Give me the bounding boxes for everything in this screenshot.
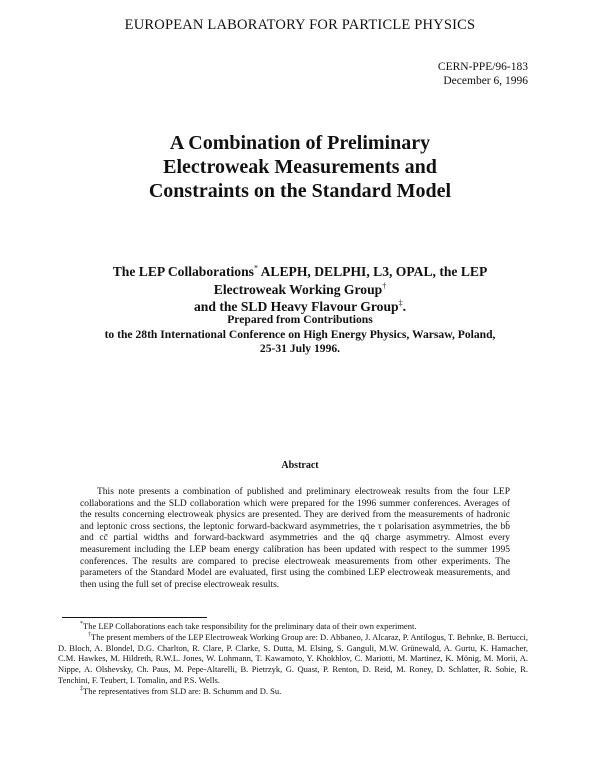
prepared-line-1: Prepared from Contributions bbox=[227, 313, 373, 326]
prepared-line-3: 25-31 July 1996. bbox=[259, 342, 341, 356]
author-block bbox=[30, 263, 570, 316]
footnote-mark-star: * bbox=[253, 263, 258, 273]
footnote-mark: ‡ bbox=[80, 685, 83, 692]
footnote-mark: † bbox=[88, 631, 92, 638]
abstract-text: This note presents a combination of published and preliminary electroweak results from the four LEP collaborations and the SLD collaboration which were prepared for the 1996 summer conferences. Averages of the results concerning electroweak physics are presented. They are derived from the measurements of hadronic and leptonic cross sections, the leptonic forward-backward asymmetries, the τ polarisation asymmetries, the bb̄ and cc̄ partial widths and forward-backward asymmetries and the qq̄ charge asymmetry. Almost every measurement including the LEP beam energy calibration has been updated with respect to the summer 1995 conferences. The results are compared to precise electroweak measurements from other experiments. The parameters of the Standard Model are evaluated, first using the combined LEP electroweak measurements, and then using the full set of precise electroweak results. bbox=[80, 487, 510, 590]
footnote-dagger bbox=[58, 632, 528, 686]
author-line-2 bbox=[30, 281, 570, 299]
author-period: . bbox=[402, 299, 406, 314]
footnote-mark-dagger: † bbox=[382, 280, 387, 290]
footnote-rule bbox=[62, 617, 207, 618]
paper-title bbox=[0, 131, 600, 203]
report-info bbox=[438, 60, 528, 88]
title-line-1: A Combination of Preliminary bbox=[169, 132, 431, 154]
footnote-ddagger bbox=[80, 686, 528, 697]
author-sld-group: and the SLD Heavy Flavour Group bbox=[194, 299, 399, 314]
abstract-heading: Abstract bbox=[281, 460, 319, 471]
footnote-mark: * bbox=[80, 621, 83, 628]
footnote-star bbox=[80, 621, 528, 632]
author-working-group: Electroweak Working Group bbox=[213, 281, 383, 297]
report-date: December 6, 1996 bbox=[443, 75, 528, 87]
author-experiments: ALEPH, DELPHI, L3, OPAL, the LEP bbox=[257, 264, 488, 279]
footnote-text: The LEP Collaborations each take responsibility for the preliminary data of their own experiment. bbox=[83, 621, 417, 631]
author-line-1 bbox=[30, 263, 570, 281]
title-line-2: Electroweak Measurements and bbox=[163, 156, 437, 178]
laboratory-header: EUROPEAN LABORATORY FOR PARTICLE PHYSICS bbox=[124, 17, 476, 33]
prepared-line-2: to the 28th International Conference on High Energy Physics, Warsaw, Poland, bbox=[104, 327, 496, 341]
report-number: CERN-PPE/96-183 bbox=[437, 61, 528, 73]
title-line-3: Constraints on the Standard Model bbox=[148, 180, 452, 202]
footnote-text: The present members of the LEP Electroweak Working Group are: D. Abbaneo, J. Alcaraz, P. Antilogus, T. Behnke, B. Bertucci, D. Bloch, A. Blondel, D.G. Charlton, R. Clare, P. Clarke, S. Dutta, M. Elsing, S. Ganguli, M.W. Grünewald, A. Gurtu, K. Hamacher, C.M. Hawkes, M. Hildreth, R.W.L. Jones, W. Lohmann, T. Kawamoto, Y. Khokhlov, C. Mariotti, M. Martinez, K. Mönig, M. Morii, A. Nippe, A. Olshevsky, Ch. Paus, M. Pepe-Altarelli, B. Pietrzyk, G. Quast, P. Renton, D. Reid, M. Roney, D. Schlatter, R. Sobie, R. Tenchini, F. Teubert, I. Tomalin, and P.S. Wells. bbox=[58, 631, 528, 685]
prepared-for bbox=[30, 313, 570, 357]
author-lep-collaborations: The LEP Collaborations bbox=[112, 264, 254, 279]
footnotes bbox=[58, 621, 528, 697]
footnote-text: The representatives from SLD are: B. Schumm and D. Su. bbox=[83, 685, 282, 696]
footnote-mark-ddagger: ‡ bbox=[398, 298, 403, 308]
